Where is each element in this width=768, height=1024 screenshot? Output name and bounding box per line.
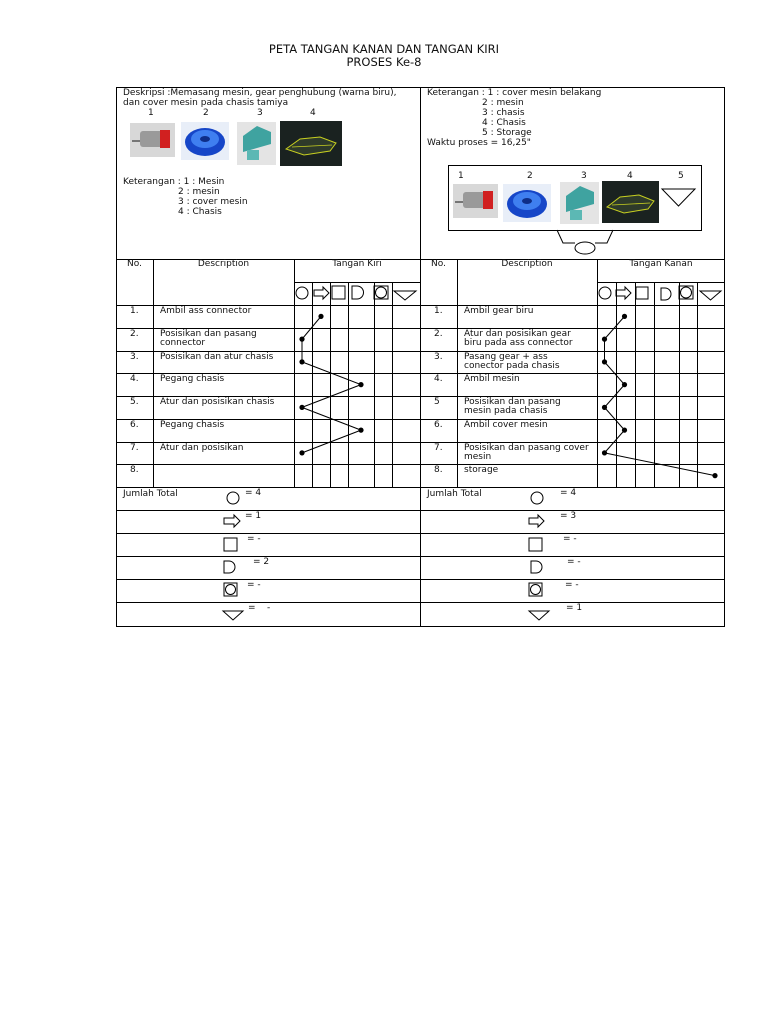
right-description-header: Description — [501, 259, 553, 269]
left-total-value: = 4 — [245, 488, 262, 498]
left-flow-segment — [302, 407, 361, 430]
right-flow-point — [712, 473, 717, 478]
left-description-line1: Deskripsi :Memasang mesin, gear penghubung (warna biru), — [123, 88, 397, 98]
left-row-description: Atur dan posisikan chasis — [160, 397, 275, 407]
right-flow-segment — [605, 407, 625, 430]
left-total-value: = - — [248, 603, 271, 613]
right-total-value: = 3 — [560, 511, 577, 521]
right-image-number: 2 — [527, 171, 533, 181]
left-no-header: No. — [127, 259, 142, 269]
right-keterangan: 5 : Storage — [482, 128, 532, 138]
inspection-icon — [224, 538, 237, 551]
right-total-value: = - — [563, 534, 577, 544]
left-row-number: 7. — [130, 443, 139, 453]
right-row-number: 3. — [434, 352, 443, 362]
right-total-value: = - — [565, 580, 579, 590]
right-flow-segment — [605, 453, 716, 476]
right-row-number: 2. — [434, 329, 443, 339]
right-flow-segment — [605, 385, 625, 408]
right-total-value: = - — [567, 557, 581, 567]
right-flow-point — [622, 382, 627, 387]
left-total-label: Jumlah Total — [123, 489, 178, 499]
left-total-value: = 2 — [253, 557, 270, 567]
transport-icon — [224, 515, 240, 527]
left-keterangan: Keterangan : 1 : Mesin — [123, 177, 225, 187]
right-image-number: 4 — [627, 171, 633, 181]
left-row-description: Posisikan dan atur chasis — [160, 352, 274, 362]
left-row-number: 2. — [130, 329, 139, 339]
transport-icon — [529, 515, 544, 527]
left-keterangan: 2 : mesin — [178, 187, 220, 197]
left-row-number: 1. — [130, 306, 139, 316]
right-image-number: 1 — [458, 171, 464, 181]
left-flow-point — [299, 337, 304, 342]
left-row-description: Pegang chasis — [160, 374, 225, 384]
right-row-description-cont: mesin pada chasis — [464, 406, 548, 416]
right-row-description: Atur dan posisikan gear — [464, 329, 571, 339]
right-flow-point — [602, 359, 607, 364]
storage-icon — [529, 611, 549, 620]
left-image-number: 1 — [148, 108, 154, 118]
left-row-number: 5. — [130, 397, 139, 407]
right-image-number: 3 — [581, 171, 587, 181]
left-row-number: 3. — [130, 352, 139, 362]
right-row-description: storage — [464, 465, 499, 475]
left-row-number: 4. — [130, 374, 139, 384]
process-time: Waktu proses = 16,25" — [427, 138, 531, 148]
right-row-number: 7. — [434, 443, 443, 453]
right-row-description: Posisikan dan pasang — [464, 397, 561, 407]
right-keterangan: Keterangan : 1 : cover mesin belakang — [427, 88, 602, 98]
right-flow-segment — [605, 316, 625, 339]
left-row-description: Pegang chasis — [160, 420, 225, 430]
right-keterangan: 3 : chasis — [482, 108, 525, 118]
right-flow-point — [602, 405, 607, 410]
right-flow-point — [602, 450, 607, 455]
right-flow-point — [602, 337, 607, 342]
left-row-description-cont: connector — [160, 338, 206, 348]
right-row-description: Posisikan dan pasang cover — [464, 443, 589, 453]
right-row-description-cont: conector pada chasis — [464, 361, 560, 371]
right-row-number: 4. — [434, 374, 443, 384]
left-flow-point — [358, 382, 363, 387]
delay-icon — [224, 561, 235, 573]
right-flow-point — [622, 314, 627, 319]
right-no-header: No. — [431, 259, 446, 269]
right-row-description: Ambil mesin — [464, 374, 520, 384]
left-description-header: Description — [197, 259, 250, 269]
hold-icon — [224, 583, 237, 596]
left-keterangan: 4 : Chasis — [178, 207, 222, 217]
operation-icon — [531, 492, 543, 504]
left-row-number: 8. — [130, 465, 139, 475]
right-flow-segment — [605, 430, 625, 453]
right-image-number: 5 — [678, 171, 684, 181]
left-flow-segment — [302, 362, 361, 385]
right-row-description-cont: mesin — [464, 452, 492, 462]
hold-icon — [529, 583, 542, 596]
left-image-number: 3 — [257, 108, 263, 118]
right-row-number: 8. — [434, 465, 443, 475]
right-row-description: Pasang gear + ass — [464, 352, 548, 362]
left-row-number: 6. — [130, 420, 139, 430]
left-row-description: Posisikan dan pasang — [160, 329, 257, 339]
left-row-description: Ambil ass connector — [160, 306, 252, 316]
inspection-icon — [529, 538, 542, 551]
right-total-label: Jumlah Total — [427, 489, 482, 499]
left-flow-point — [299, 359, 304, 364]
right-row-description-cont: biru pada ass connector — [464, 338, 573, 348]
left-flow-segment — [302, 316, 321, 339]
right-total-symbols — [527, 489, 551, 623]
right-keterangan: 4 : Chasis — [482, 118, 526, 128]
page-subtitle: PROSES Ke-8 — [346, 55, 422, 69]
right-total-value: = 4 — [560, 488, 577, 498]
right-row-number: 6. — [434, 420, 443, 430]
left-flow-segment — [302, 385, 361, 408]
left-total-value: = 1 — [245, 511, 262, 521]
right-row-number: 1. — [434, 306, 443, 316]
right-hand-header: Tangan Kanan — [629, 259, 693, 269]
left-total-value: = - — [247, 580, 261, 590]
left-total-value: = - — [247, 534, 261, 544]
delay-icon — [531, 561, 542, 573]
left-hand-header: Tangan Kiri — [332, 259, 382, 269]
right-keterangan: 2 : mesin — [482, 98, 524, 108]
right-row-description: Ambil cover mesin — [464, 420, 548, 430]
left-row-description: Atur dan posisikan — [160, 443, 244, 453]
right-row-description: Ambil gear biru — [464, 306, 534, 316]
storage-icon — [223, 611, 243, 620]
left-flow-point — [318, 314, 323, 319]
left-flow-segment — [302, 430, 361, 453]
right-total-value: = 1 — [566, 603, 583, 613]
left-total-symbols — [222, 489, 244, 623]
right-flow-point — [622, 428, 627, 433]
left-flow-point — [358, 428, 363, 433]
left-flow-point — [299, 450, 304, 455]
left-description-line2: dan cover mesin pada chasis tamiya — [123, 98, 289, 108]
left-keterangan: 3 : cover mesin — [178, 197, 248, 207]
right-flow-segment — [605, 362, 625, 385]
left-flow-point — [299, 405, 304, 410]
page-title: PETA TANGAN KANAN DAN TANGAN KIRI — [268, 42, 500, 56]
left-image-number: 2 — [203, 108, 209, 118]
operation-icon — [227, 492, 239, 504]
right-row-number: 5 — [434, 397, 440, 407]
left-image-number: 4 — [310, 108, 316, 118]
